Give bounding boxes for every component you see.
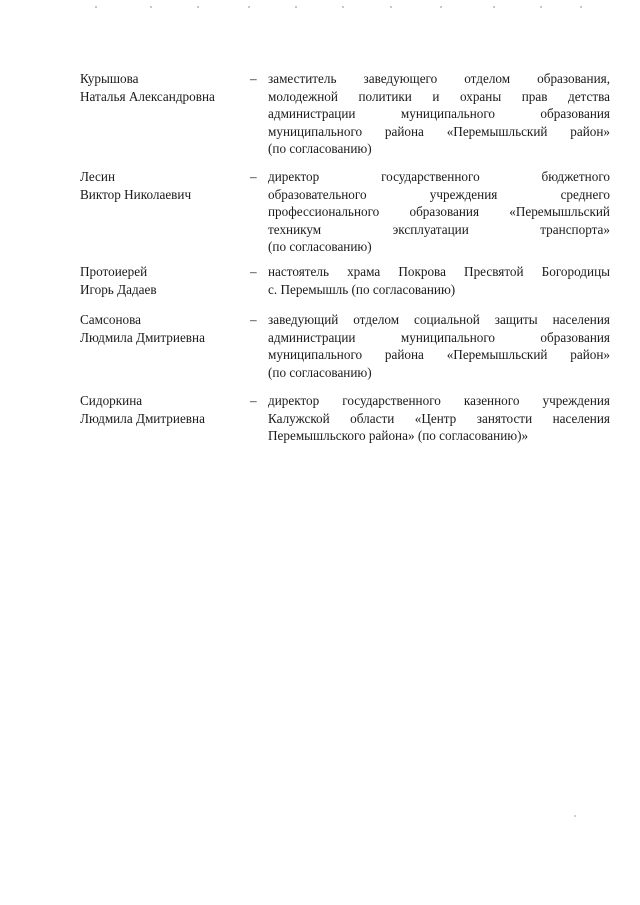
role-line: муниципального района «Перемышльский район» xyxy=(268,123,610,139)
entry-dash: – xyxy=(250,169,257,184)
role-line: профессионального образования «Перемышльский xyxy=(268,204,610,219)
member-surname: Самсонова xyxy=(80,312,141,327)
entry-dash: – xyxy=(250,312,257,327)
member-given-names: Наталья Александровна xyxy=(80,88,215,104)
member-surname: Курышова xyxy=(80,71,139,86)
member-role xyxy=(268,263,610,298)
member-surname: Сидоркина xyxy=(80,393,143,408)
member-name xyxy=(80,311,250,346)
member-given-names: Людмила Дмитриевна xyxy=(80,410,205,426)
role-line: настоятель храма Покрова Пресвятой Богородицы xyxy=(268,264,610,279)
member-given-names: Виктор Николаевич xyxy=(80,186,192,202)
role-line: муниципального района «Перемышльский район» xyxy=(268,347,610,362)
member-role xyxy=(268,70,610,158)
role-line: Калужской области «Центр занятости населения xyxy=(268,410,610,426)
scan-mark xyxy=(390,6,392,8)
member-role xyxy=(268,392,610,445)
scan-mark xyxy=(197,6,199,8)
role-line: техникум эксплуатации транспорта» xyxy=(268,221,610,237)
role-line: администрации муниципального образования xyxy=(268,106,610,121)
member-name xyxy=(80,263,250,298)
member-title: Протоиерей xyxy=(80,264,148,279)
scan-mark xyxy=(248,6,250,8)
role-line: образовательного учреждения среднего xyxy=(268,186,610,202)
role-line: (по согласованию) xyxy=(268,239,372,254)
scan-mark xyxy=(440,6,442,8)
role-line: с. Перемышль (по согласованию) xyxy=(268,281,456,297)
scan-mark xyxy=(540,6,542,8)
scan-mark xyxy=(95,6,97,8)
scan-mark xyxy=(493,6,495,8)
role-line: заведующий отделом социальной защиты населения xyxy=(268,312,610,327)
role-line: Перемышльского района» (по согласованию)» xyxy=(268,428,529,443)
member-role xyxy=(268,168,610,256)
member-name xyxy=(80,392,250,427)
member-given-names: Людмила Дмитриевна xyxy=(80,329,205,345)
role-line: заместитель заведующего отделом образования, xyxy=(268,71,610,86)
member-given-names: Игорь Дадаев xyxy=(80,281,157,297)
role-line: администрации муниципального образования xyxy=(268,329,610,345)
role-line: директор государственного бюджетного xyxy=(268,169,610,184)
scan-mark xyxy=(580,6,582,8)
role-line: директор государственного казенного учреждения xyxy=(268,393,610,408)
entry-dash: – xyxy=(250,71,257,86)
member-role xyxy=(268,311,610,381)
role-line: (по согласованию) xyxy=(268,141,372,156)
entry-dash: – xyxy=(250,393,257,408)
role-line: молодежной политики и охраны прав детства xyxy=(268,88,610,104)
member-name xyxy=(80,70,250,105)
scan-mark xyxy=(574,815,576,817)
scan-mark xyxy=(295,6,297,8)
role-line: (по согласованию) xyxy=(268,364,372,380)
member-surname: Лесин xyxy=(80,169,116,184)
scan-mark xyxy=(342,6,344,8)
scan-edge-marks xyxy=(0,6,640,12)
entry-dash: – xyxy=(250,264,257,279)
scan-mark xyxy=(150,6,152,8)
member-name xyxy=(80,168,250,203)
